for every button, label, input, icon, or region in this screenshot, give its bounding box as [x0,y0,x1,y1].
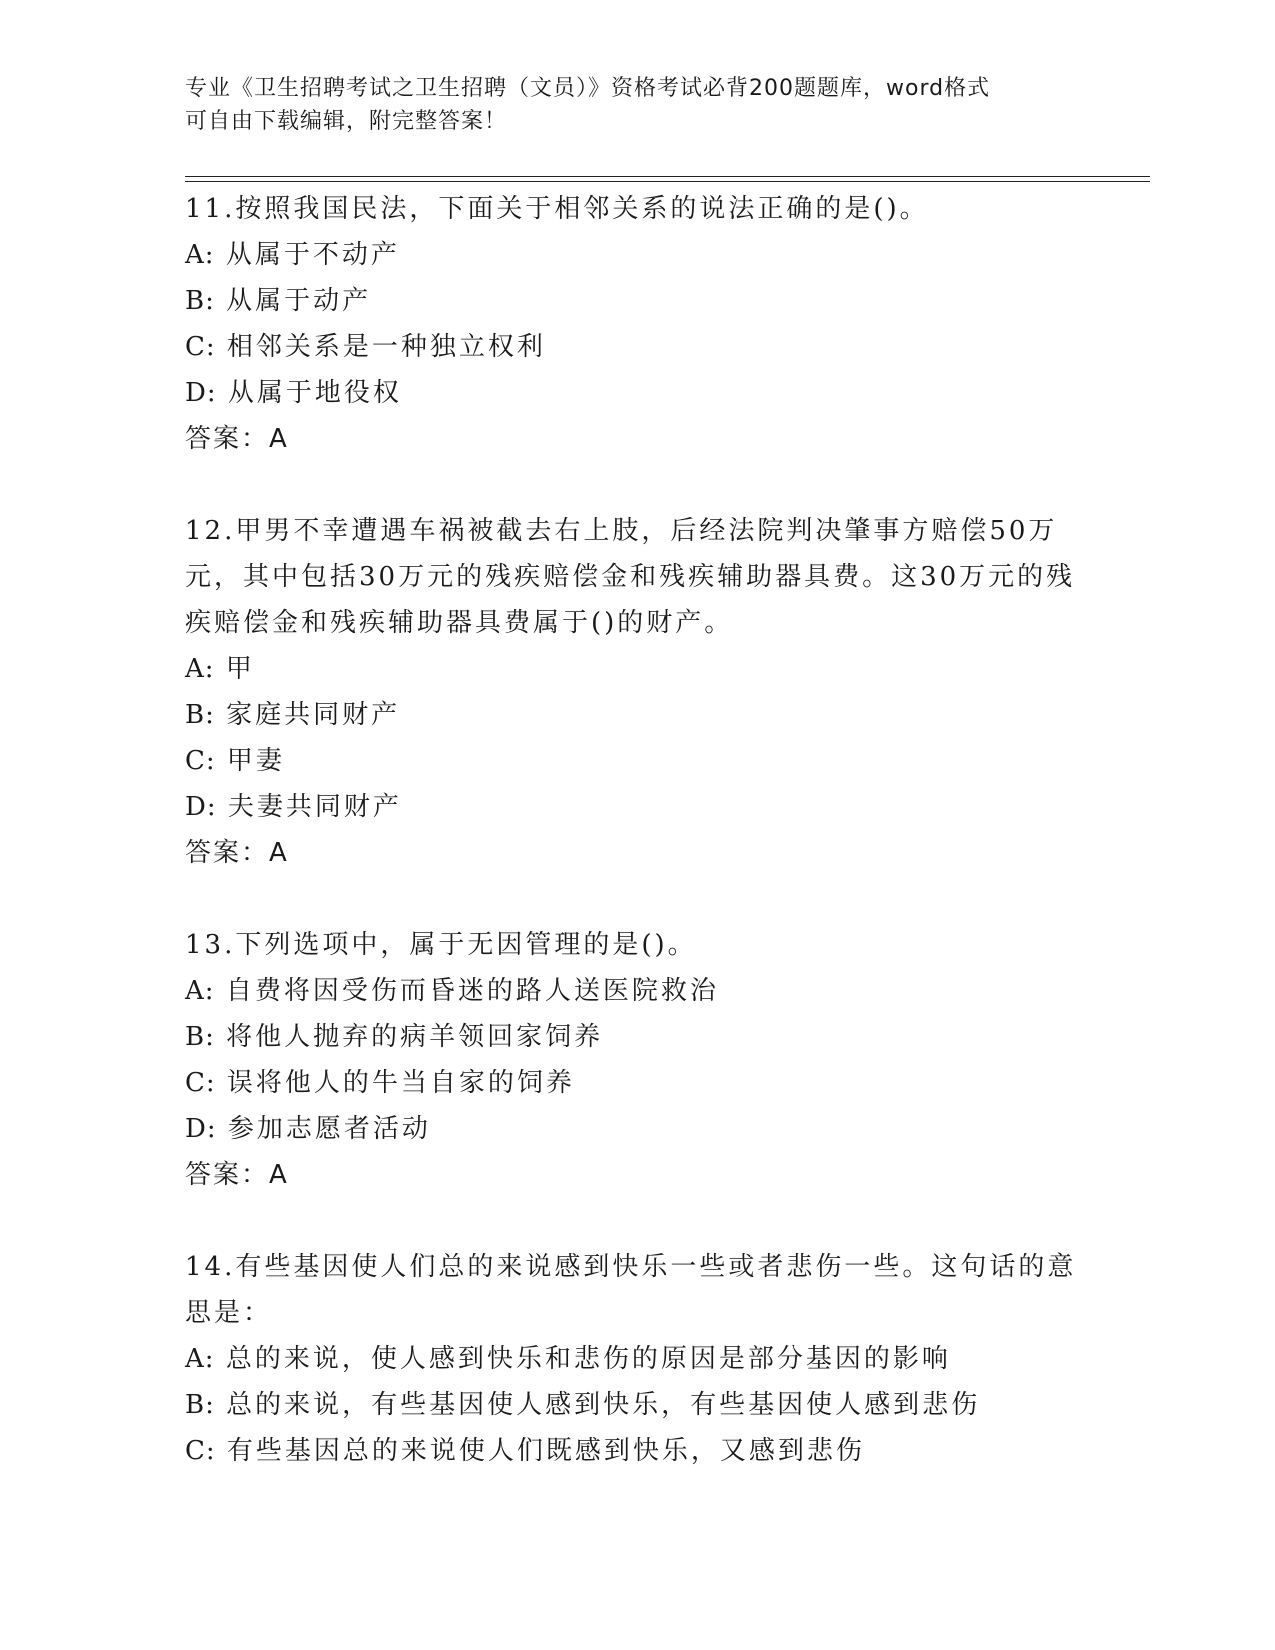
option-key: C: [185,1068,216,1098]
option-key: A: [185,654,215,684]
option-c [185,1428,1085,1474]
option-text: 甲妻 [226,746,285,776]
option-d [185,784,1085,830]
option-text: 从属于动产 [226,286,372,316]
option-text: 有些基因总的来说使人们既感到快乐，又感到悲伤 [226,1436,865,1466]
option-text: 误将他人的牛当自家的饲养 [226,1068,575,1098]
option-text: 相邻关系是一种独立权利 [226,332,546,362]
option-text: 参加志愿者活动 [227,1114,431,1144]
option-b [185,1014,1085,1060]
option-text: 总的来说，使人感到快乐和悲伤的原因是部分基因的影响 [225,1344,951,1374]
header-line-1: 专业《卫生招聘考试之卫生招聘（文员）》资格考试必背200题题库，word格式 [185,76,991,101]
question-14 [185,1244,1085,1474]
option-c [185,1060,1085,1106]
option-text: 甲 [225,654,255,684]
spacer [185,462,1085,508]
option-text: 家庭共同财产 [226,700,401,730]
option-key: B: [185,1390,215,1420]
option-key: C: [185,746,216,776]
option-b [185,692,1085,738]
option-c [185,738,1085,784]
question-13 [185,922,1085,1198]
document-header [185,72,1065,138]
option-text: 夫妻共同财产 [227,792,402,822]
spacer [185,876,1085,922]
option-key: B: [185,286,215,316]
option-key: D: [185,792,217,822]
option-key: A: [185,1344,215,1374]
option-text: 从属于地役权 [227,378,402,408]
option-key: C: [185,332,216,362]
question-stem: 13.下列选项中，属于无因管理的是()。 [185,930,697,960]
spacer [185,1198,1085,1244]
question-stem: 12.甲男不幸遭遇车祸被截去右上肢，后经法院判决肇事方赔偿50万元，其中包括30万元的残疾赔偿金和残疾辅助器具费。这30万元的残疾赔偿金和残疾辅助器具费属于()的财产。 [185,516,1076,638]
header-divider-bottom [185,181,1150,182]
option-key: B: [185,1022,215,1052]
option-a [185,232,1085,278]
option-a [185,968,1085,1014]
answer-label: 答案：A [185,838,289,868]
option-b [185,278,1085,324]
option-text: 将他人抛弃的病羊领回家饲养 [226,1022,604,1052]
option-b [185,1382,1085,1428]
option-text: 自费将因受伤而昏迷的路人送医院救治 [225,976,719,1006]
answer-label: 答案：A [185,424,289,454]
option-key: A: [185,240,215,270]
option-key: D: [185,1114,217,1144]
option-c [185,324,1085,370]
option-key: A: [185,976,215,1006]
option-d [185,370,1085,416]
option-text: 总的来说，有些基因使人感到快乐，有些基因使人感到悲伤 [226,1390,981,1420]
option-key: D: [185,378,217,408]
header-divider-top [185,176,1150,177]
question-stem: 11.按照我国民法，下面关于相邻关系的说法正确的是()。 [185,194,929,224]
option-d [185,1106,1085,1152]
option-key: B: [185,700,215,730]
answer-label: 答案：A [185,1160,289,1190]
option-a [185,1336,1085,1382]
option-a [185,646,1085,692]
question-list [185,186,1085,1474]
question-11 [185,186,1085,462]
header-line-2: 可自由下载编辑，附完整答案！ [185,109,508,134]
question-12 [185,508,1085,876]
question-stem: 14.有些基因使人们总的来说感到快乐一些或者悲伤一些。这句话的意思是： [185,1252,1077,1328]
option-text: 从属于不动产 [225,240,400,270]
option-key: C: [185,1436,216,1466]
